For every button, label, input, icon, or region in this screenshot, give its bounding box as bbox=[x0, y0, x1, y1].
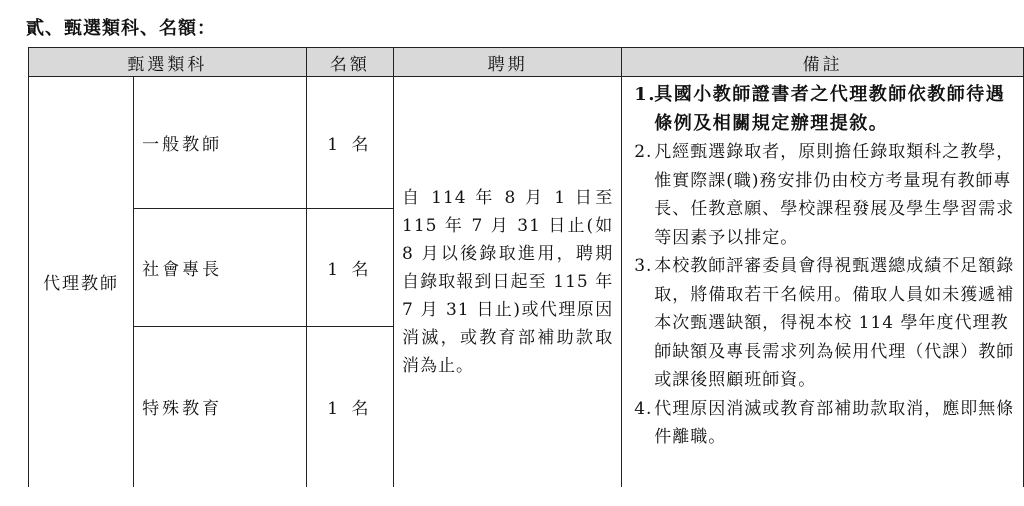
notes-cell bbox=[622, 77, 1024, 487]
subject-cell: 特殊教育 bbox=[134, 327, 307, 487]
note-item: 3. 本校教師評審委員會得視甄選總成績不足額錄取，將備取若干名候用。備取人員如未獲遞補本次甄選缺額，得視本校 114 學年度代理教師缺額及專長需求列為候用代理（代課）教師或課後照顧班師資。 bbox=[634, 256, 1015, 390]
subject-cell: 社會專長 bbox=[134, 209, 307, 327]
subject-cell: 一般教師 bbox=[134, 77, 307, 209]
header-row bbox=[29, 48, 1024, 77]
table-row bbox=[29, 77, 1024, 209]
notes-list bbox=[634, 81, 1017, 452]
quota-cell: 1 名 bbox=[306, 209, 393, 327]
note-item: 1. 具國小教師證書者之代理教師依教師待遇條例及相關規定辦理提敘。 bbox=[634, 84, 1006, 134]
header-notes: 備註 bbox=[622, 48, 1024, 77]
quota-cell: 1 名 bbox=[306, 327, 393, 487]
period-cell: 自 114 年 8 月 1 日至 115 年 7 月 31 日止(如 8 月以後錄取進用，聘期自錄取報到日起至 115 年 7 月 31 日止)或代理原因消滅，或教育部補助款取消為止。 bbox=[394, 77, 622, 487]
header-category: 甄選類科 bbox=[29, 48, 307, 77]
recruitment-table bbox=[28, 47, 1024, 487]
quota-cell: 1 名 bbox=[306, 77, 393, 209]
section-heading: 貳、甄選類科、名額： bbox=[26, 18, 216, 39]
header-period: 聘期 bbox=[394, 48, 622, 77]
category-cell: 代理教師 bbox=[29, 77, 134, 487]
header-quota: 名額 bbox=[306, 48, 393, 77]
note-item: 4. 代理原因消滅或教育部補助款取消，應即無條件離職。 bbox=[634, 398, 1015, 447]
note-item: 2. 凡經甄選錄取者，原則擔任錄取類科之教學，惟實際課(職)務安排仍由校方考量現有教師專長、任教意願、學校課程發展及學生學習需求等因素予以排定。 bbox=[634, 142, 1015, 248]
